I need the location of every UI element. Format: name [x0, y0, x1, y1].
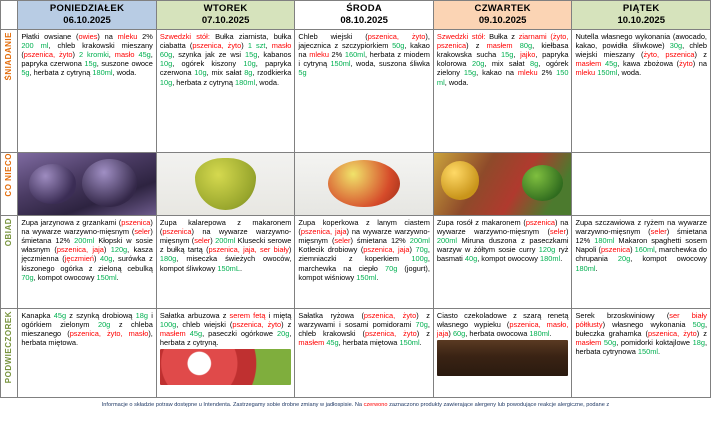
footer-note	[0, 398, 711, 410]
footer-text-2: zaznaczono produkty zawierające alergeny lub powodujące reakcje alergiczne, podane z	[387, 401, 610, 408]
day-name: CZWARTEK	[474, 3, 531, 14]
meal-cell-lunch-tuesday: Zupa kalarepowa z makaronem (pszenica) na wywarze warzywno-mięsnym (seler) 200ml Klusecki serowe z bułką tartą (pszenica, jaja, ser biały) 180g, miseczka świeżych owoców, kompot śliwkowy 150mL.	[156, 215, 295, 308]
day-date: 06.10.2025	[63, 14, 111, 26]
meal-cell-tea-monday: Kanapka 45g z szynką drobiową 18g i ogórkiem zielonym 20g z chleba mieszanego (pszenica, żyto, masło), herbata miętowa.	[18, 308, 157, 397]
snack-photo-thursday	[433, 152, 572, 215]
day-name: ŚRODA	[346, 3, 383, 14]
meal-cell-breakfast-friday: Nutella własnego wykonania (awocado, kakao, powidła śliwkowe) 30g, chleb wiejski mieszany (żyto, pszenica) z masłem 45g, kawa zbożowa (żyto) na mleku 150ml, woda.	[572, 29, 711, 152]
day-name: PONIEDZIAŁEK	[49, 3, 125, 14]
meal-cell-breakfast-monday: Płatki owsiane (owies) na mleku 2% 200 ml, chleb krakowski mieszany (pszenica, żyto) 2 kromki, masło 45g, papryka czerwona 15g, suszone owoce 5g, herbata z cytryną 180ml, woda.	[18, 29, 157, 152]
snack-photo-tuesday	[156, 152, 295, 215]
breakfast-row	[1, 29, 711, 152]
snack-row	[1, 152, 711, 215]
fruit-basket-photo	[434, 153, 572, 215]
day-date: 09.10.2025	[478, 14, 527, 26]
row-label-breakfast	[1, 29, 18, 152]
meal-cell-tea-friday: Serek brzoskwiniowy (ser biały półtłusty) własnego wykonania 50g, bułeczka grahamka (pszenica, żyto) z masłem 50g, pomidorki koktajlowe 18g, herbata cytrynowa 150ml.	[572, 308, 711, 397]
footer-text-1: Informacje o składzie potraw dostępne u Intendenta. Zastrzegamy sobie drobne zmiany w jadłospisie. Na	[101, 401, 364, 408]
row-label-text: CO NIECO	[4, 152, 14, 197]
meal-cell-breakfast-tuesday: Szwedzki stół: Bułka ziarnista, bułka ciabatta (pszenica, żyto) 1 szt, masło 60g, szynka jak ze wsi 15g, kabanos 10g, ogórek kiszony 10g, papryka czerwona 10g, mix sałat 8g, rzodkierka 10g, herbata z cytryną 180ml, woda.	[156, 29, 295, 152]
cake-photo	[437, 340, 569, 376]
meal-cell-lunch-thursday: Zupa rosół z makaronem (pszenica) na wywarze warzywno-mięsnym (seler) 200ml Miruna duszona z paseczkami warzyw w żółtym sosie curry 120g ryż basmati 40g, kompot owocowy 180ml.	[433, 215, 572, 308]
row-label-tea	[1, 308, 18, 397]
apple-photo	[295, 153, 433, 215]
meal-cell-lunch-wednesday: Zupa koperkowa z lanym ciastem (pszenica, jaja) na wywarze warzywno-mięsnym (seler) śmietana 12% 200ml Kotlecik drobiowy (pszenica, jaja) 70g, ziemniaczki z koperkiem 100g, marchewka na ciepło 70g (jogurt), kompot wiśniowy 150ml.	[295, 215, 434, 308]
salad-photo	[160, 349, 292, 385]
row-label-text: ŚNIADANIE	[4, 31, 14, 81]
plums-photo	[18, 153, 156, 215]
day-date: 10.10.2025	[617, 14, 665, 26]
day-name: PIĄTEK	[622, 3, 660, 14]
day-name: WTOREK	[203, 3, 248, 14]
day-header-wednesday	[295, 1, 434, 30]
day-header-tuesday	[156, 1, 295, 30]
day-header-thursday	[433, 1, 572, 30]
day-header-friday	[572, 1, 711, 30]
corner-cell	[1, 1, 18, 30]
tea-row	[1, 308, 711, 397]
pear-photo	[157, 153, 295, 215]
snack-photo-friday	[572, 152, 711, 215]
meal-cell-tea-tuesday: Sałatka arbuzowa z serem fetą i miętą 100g, chleb wiejski (pszenica, żyto) z masłem 45g, paseczki ogórkowe 20g, herbata z cytryną.	[156, 308, 295, 397]
row-label-text: OBIAD	[4, 217, 14, 247]
row-label-text: PODWIECZOREK	[4, 310, 14, 383]
meal-cell-breakfast-wednesday: Chleb wiejski (pszenica, żyto), jajecznica z szczypiorkiem 50g, kakao na mleku 2% 160ml, herbata z miodem i cytryną 150ml, woda, suszona śliwka 5g	[295, 29, 434, 152]
lunch-row	[1, 215, 711, 308]
day-date: 07.10.2025	[201, 14, 250, 26]
row-label-snack	[1, 152, 18, 215]
header-row	[1, 1, 711, 30]
row-label-lunch	[1, 215, 18, 308]
footer-text-red: czerwono	[363, 401, 388, 408]
day-date: 08.10.2025	[340, 14, 388, 26]
snack-photo-wednesday	[295, 152, 434, 215]
meal-cell-tea-wednesday: Sałatka ryżowa (pszenica, żyto) z warzywami i sosami pomidorami 70g, chleb krakowski (pszenica, żyto) z masłem 45g, herbata miętowa 150ml.	[295, 308, 434, 397]
meal-cell-lunch-friday: Zupa szczawiowa z ryżem na wywarze warzywno-mięsnym (seler) śmietana 12% 180ml Makaron spaghetti sosem Napoli (pszenica) 160ml, marchewka do chrupania 20g, kompot owocowy 180ml.	[572, 215, 711, 308]
meal-cell-breakfast-thursday: Szwedzki stół: Bułka z ziarnami (żyto, pszenica) z masłem 80g, kiełbasa krakowska sucha 15g, jajko, papryka kolorowa 20g, mix sałat 8g, ogórek zielony 15g, kakao na mleku 2% 150 ml, woda.	[433, 29, 572, 152]
day-header-monday	[18, 1, 157, 30]
meal-cell-lunch-monday: Zupa jarzynowa z grzankami (pszenica) na wywarze warzywno-mięsnym (seler) śmietana 12% 200ml Kłopski w sosie własnym (pszenica, jaja) 120g, kasza jęczmienna (jęczmień) 40g, surówka z kiszonego ogórka z zieloną cebulką 70g, kompot owocowy 150ml.	[18, 215, 157, 308]
empty-photo	[572, 153, 710, 215]
snack-photo-monday	[18, 152, 157, 215]
meal-cell-tea-thursday: Ciasto czekoladowe z szarą renetą własnego wypieku (pszenica, masło, jaja) 60g, herbata owocowa 180ml.	[433, 308, 572, 397]
